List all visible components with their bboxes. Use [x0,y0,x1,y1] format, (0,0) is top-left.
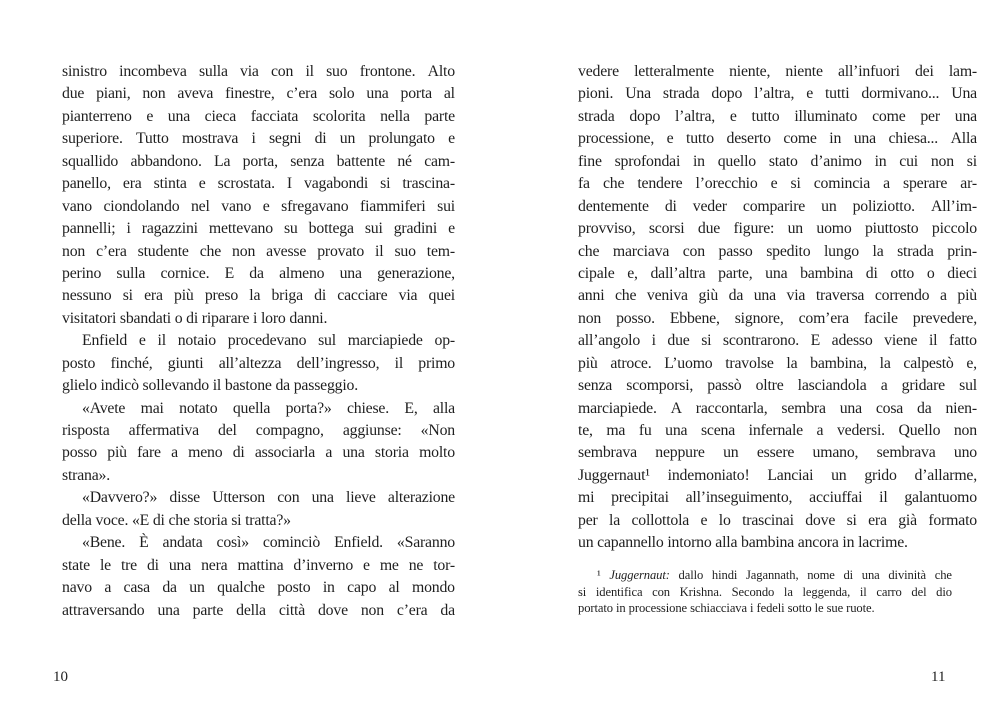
text-line: risposta affermativa del compagno, aggiunse: «Non [62,422,455,439]
text-line: vedere letteralmente niente, niente all’infuori dei lam- [578,63,977,80]
text-line: te, ma fu una scena infernale a vedersi. Quello non [578,422,977,439]
text-line: squallido abbandono. La porta, senza battente né cam- [62,152,455,170]
text-line: attraversando una parte della città dove non c’era da [62,601,455,619]
text-line: pianterreno e una cieca facciata scolorita nella parte [62,107,455,125]
text-line: fine sprofondai in quello stato d’animo in cui non si [578,152,977,170]
text-line: sinistro incombeva sulla via con il suo frontone. Alto [62,63,455,80]
text-line: della voce. «E di che storia si tratta?» [62,511,291,529]
text-line: dentemente di veder comparire un poliziotto. All’im- [578,197,977,215]
text-line: all’angolo i due si scontrarono. E adesso viene il fatto [578,332,977,350]
text-line: un capannello intorno alla bambina ancora in lacrime. [578,534,908,552]
text-line: panello, era stinta e scrostata. I vagabondi si trascina- [62,175,455,193]
text-line: ¹ Juggernaut: dallo hindi Jagannath, nome di una divinità che [597,568,952,582]
text-line: senza scomporsi, passò oltre lasciandola a gridare sul [578,377,977,395]
text-line: vano ciondolando nel vano e sfregavano fiammiferi sui [62,197,455,215]
text-line: navo a casa da un qualche posto in capo al mondo [62,579,455,597]
text-line: nessuno si era più preso la briga di cacciare via quei [62,287,455,305]
page-left-text-column [62,61,455,622]
text-line: anni che veniva giù da una via traversa correndo a più [578,287,977,305]
text-line: portato in processione schiacciava i fedeli sotto le sue ruote. [578,601,875,616]
text-line: si identifica con Krishna. Secondo la leggenda, il carro del dio [578,584,952,599]
text-line: state le tre di una nera mattina d’inverno e me ne tor- [62,556,455,574]
text-line: «Davvero?» disse Utterson con una lieve alterazione [82,489,455,507]
text-line: provviso, scorsi due figure: un uomo piuttosto piccolo [578,220,977,238]
text-line: cipale e, dall’altra parte, una bambina di otto o dieci [578,264,977,282]
text-line: pioni. Una strada dopo l’altra, e tutti dormivano... Una [578,85,977,103]
text-line: perino sulla cornice. E da almeno una generazione, [62,264,455,282]
text-line: strada dopo l’altra, e tutto illuminato come per una [578,107,977,125]
text-line: sembrava neppure un essere umano, sembrava uno [578,444,977,462]
text-line: per la collottola e lo trascinai dove si era già formato [578,511,977,529]
text-line: glielo indicò sollevando il bastone da passeggio. [62,377,358,395]
text-line: visitatori sbandati o di riparare i loro danni. [62,309,328,327]
text-line: che marciava con passo spedito lungo la strada prin- [578,242,977,260]
text-line: due piani, non aveva finestre, c’era solo una porta al [62,85,455,103]
text-line: mi precipitai all’inseguimento, acciuffai il galantuomo [578,489,977,507]
text-line: più atroce. L’uomo travolse la bambina, la calpestò e, [578,354,977,372]
page-number-left: 10 [53,669,68,685]
text-line: marciapiede. A raccontarla, sembra una cosa da nien- [578,399,977,417]
text-line: non posso. Ebbene, signore, com’era facile prevedere, [578,309,977,327]
text-line: Juggernaut¹ indemoniato! Lanciai un grido d’allarme, [578,466,977,484]
text-line: posso più fare a meno di associarla a una storia molto [62,444,455,462]
footnote [578,567,952,617]
text-line: pannelli; i ragazzini mettevano su bottega sui gradini e [62,220,455,238]
text-line: processione, e tutto deserto come in una chiesa... Alla [578,130,977,148]
text-line: strana». [62,466,110,484]
text-line: posto finché, giunti all’altezza dell’ingresso, il primo [62,354,455,372]
text-line: fa che tendere l’orecchio e si comincia a sperare ar- [578,175,977,193]
text-line: superiore. Tutto mostrava i segni di un prolungato e [62,130,455,148]
text-line: Enfield e il notaio procedevano sul marciapiede op- [82,332,455,350]
page-number-right: 11 [931,669,946,685]
text-line: «Avete mai notato quella porta?» chiese. E, alla [82,399,455,417]
page-right-text-column [578,61,977,555]
text-line: non c’era studente che non avesse provato il suo tem- [62,242,455,260]
text-line: «Bene. È andata così» cominciò Enfield. «Saranno [82,534,455,552]
